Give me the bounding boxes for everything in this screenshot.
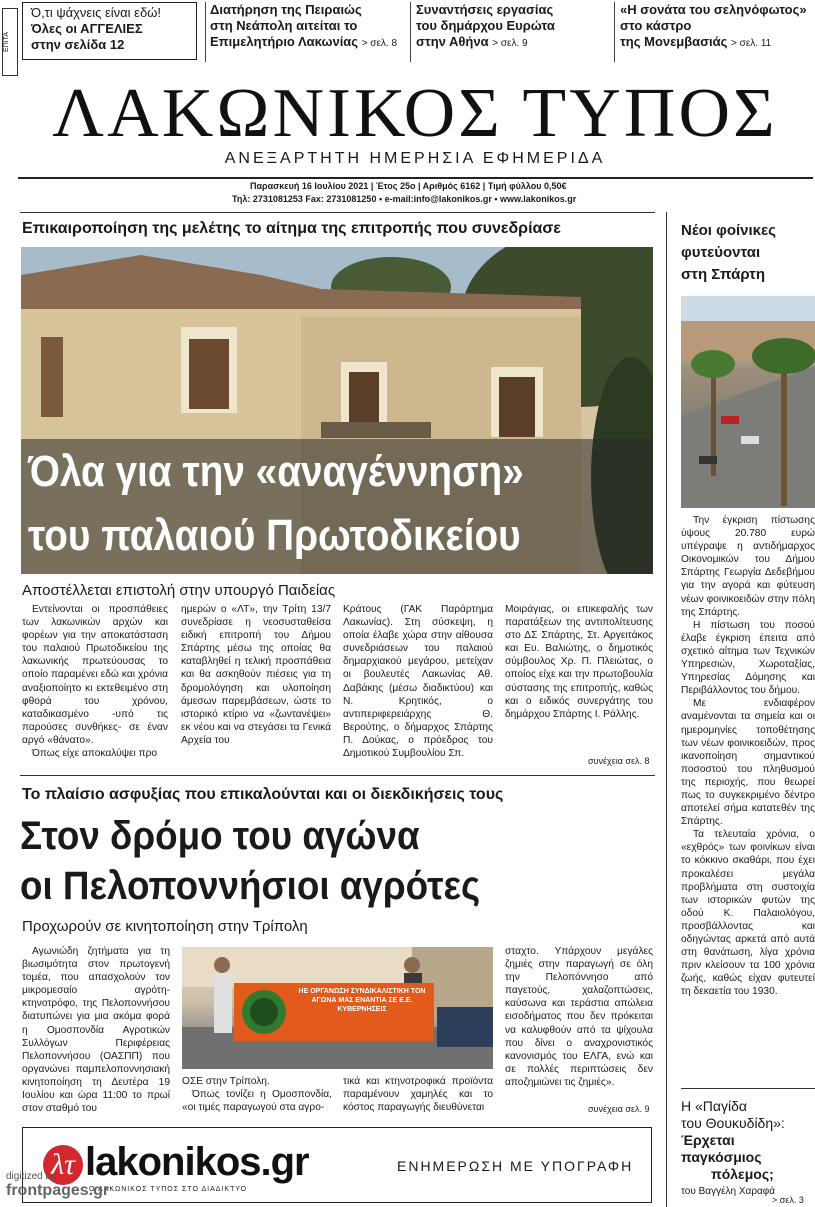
side-tag: ΕΠΙΤΑ xyxy=(2,8,18,76)
section-divider xyxy=(20,775,655,776)
watermark-line2: frontpages.gr xyxy=(6,1182,110,1199)
second-headline-line2[interactable]: οι Πελοποννήσιοι αγρότες xyxy=(20,864,481,908)
right-article-body xyxy=(681,514,815,998)
second-column-2 xyxy=(182,1075,332,1114)
farmers-protest-photo xyxy=(182,947,493,1069)
logo-text: lakonikos.gr xyxy=(85,1140,309,1184)
teaser-line xyxy=(416,34,611,52)
lead-paragraph: ημερών ο «ΛΤ», την Τρίτη 13/7 συνεδρίασε η νεοσυσταθείσα ειδική επιτροπή του Δήμου Σπάρτης μέσω της οποίας θα καταβληθεί η τελική προσπάθεια και θα ασκηθούν πιέσεις για τη δρομολόγηση και υλοποίηση άμεσων παρεμβάσεων, ώστε το ιστορικό κτίριο να «ζωντανέψει» εκ νέου και να στεγάσει τα Γενικά Αρχεία του xyxy=(181,604,331,746)
teaser-box-line2: Όλες οι ΑΓΓΕΛΙΕΣ xyxy=(31,21,143,36)
second-paragraph: τικά και κτηνοτροφικά προϊόντα παραμένουν χαμηλές και το κόστος παραγωγής διευθύνεται xyxy=(343,1076,493,1114)
right-paragraph: Με ενδιαφέρον αναμένονται τα σημεία και οι ημερομηνίες τοποθέτησης των νέων φοινικοειδών, προς ικανοποίηση σημαντικού ποσοστού του πληθυσμού της περιοχής, που θεωρεί πως το συγκεκριμένο δέντρο αποτελεί σήμα κατατεθέν της Σπάρτης. xyxy=(681,698,815,828)
teaser-divider xyxy=(614,2,615,62)
lead-subhead: Αποστέλλεται επιστολή στην υπουργό Παιδείας xyxy=(22,582,336,599)
teaser-divider xyxy=(410,2,411,62)
logo-tagline: Ο ΛΑΚΩΝΙΚΟΣ ΤΥΠΟΣ ΣΤΟ ΔΙΑΔΙΚΤΥΟ xyxy=(89,1186,248,1193)
protest-banner-text: ΗΕ ΟΡΓΑΝΩΣΗ ΣΥΝΔΙΚΑΛΙΣΤΙΚΗ ΤΟΝ ΑΓΩΝΑ ΜΑΣ ΕΝΑΝΤΙΑ ΣΕ Ε.Ε. ΚΥΒΕΡΝΗΣΕΙΣ xyxy=(298,988,426,1013)
second-paragraph: Όπως τονίζει η Ομοσπονδία, «οι τιμές παραγωγού στα αγρο- xyxy=(182,1089,332,1114)
teaser-text: της Μονεμβασιάς xyxy=(620,34,728,49)
teaser-page: > σελ. 11 xyxy=(731,38,772,49)
second-paragraph: σταχτο. Υπάρχουν μεγάλες ζημιές στην παραγωγή σε όλη την Πελοπόννησο από παγετούς, χαλαζοπτώσεις, καύσωνα και τεράστια απώλεια εισοδήματος που δεν πρόκειται να καλυφθούν από τα ψίχουλα που δίνει ο αναχρονιστικός κανονισμός του ΕΛΓΑ, ενώ και σε πολλές περιπτώσεις δεν αποζημιώνει τις ζημιές». xyxy=(505,946,653,1088)
lead-paragraph: Εντείνονται οι προσπάθειες των λακωνικών αρχών και φορέων για την αποκατάσταση του παλαιού Πρωτοδικείου της λακωνικής πρωτεύουσας το οποίο παραμένει εδώ και χρόνια αναξιοποίητο κι εκτεθειμένο στη φθορά του χρόνου, καταδικασμένο -υπό τις παρούσες συνθήκες- σε έναν αργό «θάνατο». xyxy=(22,604,168,746)
second-column-4 xyxy=(505,945,653,1089)
second-column-1 xyxy=(22,945,170,1115)
lead-column-1 xyxy=(22,603,168,760)
second-caption: ΟΣΕ στην Τρίπολη. xyxy=(182,1076,270,1087)
teaser-box-line1: Ό,τι ψάχνεις είναι εδώ! xyxy=(31,5,161,20)
watermark-line1: digitized by xyxy=(6,1171,57,1182)
right-teaser-line: πόλεμος; xyxy=(711,1166,774,1182)
lead-continued[interactable]: συνέχεια σελ. 8 xyxy=(588,756,650,766)
issue-info: Παρασκευή 16 Ιουλίου 2021 | Έτος 25ο | Αριθμός 6162 | Τιμή φύλλου 0,50€ xyxy=(250,181,567,191)
teaser-neapoli[interactable] xyxy=(210,2,410,52)
teaser-text: Επιμελητήριο Λακωνίας xyxy=(210,34,359,49)
masthead-divider xyxy=(18,177,813,179)
logo-mark: λτ xyxy=(43,1145,83,1185)
lead-paragraph: Μοιράγιας, οι επικεφαλής των παρατάξεων της αντιπολίτευσης στο ΔΣ Σπάρτης, Στ. Αργειτάκος και Ευ. Βαλιώτης, ο δημοτικός σύμβουλος Χρ. Π. Πλειώτας, ο οποίος είχε και την πρωτοβουλία σύστασης της επιτροπής, καθώς και ο ειδικός συνεργάτης του δημάρχου Σπάρτης Ι. Ράλλης. xyxy=(505,604,653,720)
teaser-monemvasia[interactable] xyxy=(620,2,815,52)
teaser-page: > σελ. 9 xyxy=(492,38,528,49)
classifieds-teaser-box[interactable] xyxy=(22,2,197,60)
second-continued[interactable]: συνέχεια σελ. 9 xyxy=(588,1104,650,1114)
right-teaser-author: του Βαγγέλη Χαραφά xyxy=(681,1186,776,1197)
right-teaser-page: > σελ. 3 xyxy=(772,1195,804,1205)
lead-paragraph: Όπως είχε αποκαλύψει προ xyxy=(32,748,158,760)
teaser-divider xyxy=(205,2,206,62)
masthead-subtitle: ΑΝΕΞΑΡΤΗΤΗ ΗΜΕΡΗΣΙΑ ΕΦΗΜΕΡΙΔΑ xyxy=(224,150,606,167)
teaser-box-line3: στην σελίδα 12 xyxy=(31,37,125,52)
right-teaser-line: Έρχεται παγκόσμιος xyxy=(681,1132,762,1165)
teaser-evrotas[interactable] xyxy=(416,2,611,52)
second-headline-line1[interactable]: Στον δρόμο του αγώνα xyxy=(20,814,420,858)
right-teaser-line: Η «Παγίδα xyxy=(681,1098,747,1114)
right-headline-line: Νέοι φοίνικες xyxy=(681,222,776,239)
right-headline[interactable] xyxy=(681,220,776,286)
teaser-line: «Η σονάτα του σεληνόφωτος» xyxy=(620,2,807,17)
teaser-line xyxy=(620,34,815,52)
lead-paragraph: Κράτους (ΓΑΚ Παράρτημα Λακωνίας). Στη σύσκεψη, η οποία έλαβε χώρα στην αίθουσα συνεδριάσεων του παλαιού δημαρχιακού μεγάρου, μετείχαν οι βουλευτές Λακωνίας Αθ. Δαβάκης (μέσω διαδικτύου) και Ν. Κρητικός, ο αντιπεριφερειάρχης Θ. Βερούτης, ο δήμαρχος Σπάρτης Π. Δούκας, ο πρόεδρος του Δημοτικού Συμβουλίου Σπ. xyxy=(343,604,493,760)
courthouse-photo xyxy=(21,247,653,574)
lead-column-4 xyxy=(505,603,653,721)
section-divider xyxy=(20,212,655,213)
section-divider xyxy=(681,1088,815,1089)
masthead-title: ΛΑΚΩΝΙΚΟΣ ΤΥΠΟΣ xyxy=(52,75,778,152)
teaser-line: του δημάρχου Ευρώτα xyxy=(416,18,555,33)
teaser-line: Συναντήσεις εργασίας xyxy=(416,2,554,17)
palm-trees-photo xyxy=(681,296,815,508)
subscribe-text: ΕΝΗΜΕΡΩΣΗ ΜΕ ΥΠΟΓΡΑΦΗ xyxy=(397,1158,634,1174)
website-banner[interactable] xyxy=(22,1127,652,1203)
teaser-page: > σελ. 8 xyxy=(361,38,398,49)
second-paragraph: Αγωνιώδη ζητήματα για τη βιωσιμότητα στον πρωτογενή τομέα, που απασχολούν τον μικρομεσαίο αγρότη-κτηνοτρόφο, της Πελοποννήσου διατυπώνει για μια ακόμα φορά η Ομοσπονδία Αγροτικών Συλλόγων Περιφέρειας Πελοποννήσου (ΟΑΣΠΠ) που οργανώνει παμπελοποννησιακή κινητοποίηση τη Δευτέρα 19 Ιουλίου και ώρα 11:00 το πρωί στον σταθμό του xyxy=(22,946,170,1115)
right-headline-line: στη Σπάρτη xyxy=(681,266,766,283)
second-column-3 xyxy=(343,1075,493,1114)
column-divider xyxy=(666,212,667,1207)
teaser-line xyxy=(210,34,410,52)
lead-kicker[interactable]: Επικαιροποίηση της μελέτης το αίτημα της επιτροπής που συνεδρίασε xyxy=(22,220,561,237)
right-paragraph: Τα τελευταία χρόνια, ο «εχθρός» των φοινίκων είναι το κόκκινο σκαθάρι, που έχει προκαλέσει μεγάλα προβλήματα στη συστοιχία των ιστορικών φυτών της οδού Κ. Παλαιολόγου, προσβάλλοντας και οδηγώντας αρκετά από αυτά στη θανάτωση, λίγα χρόνια πριν κλείσουν τα 100 χρόνια ζωής, καθώς είχαν φυτευτεί τη δεκαετία του 1930. xyxy=(681,829,815,998)
teaser-line: στο κάστρο xyxy=(620,18,692,33)
teaser-line: στη Νεάπολη αιτείται το xyxy=(210,18,358,33)
palm-illustration xyxy=(681,296,815,508)
second-kicker[interactable]: Το πλαίσιο ασφυξίας που επικαλούνται και οι διεκδικήσεις τους xyxy=(22,786,504,803)
teaser-text: στην Αθήνα xyxy=(416,34,489,49)
right-teaser-thucydides[interactable] xyxy=(681,1098,815,1200)
right-teaser-line: του Θουκυδίδη»: xyxy=(681,1115,785,1131)
contact-info: Τηλ: 2731081253 Fax: 2731081250 • e-mail:info@lakonikos.gr • www.lakonikos.gr xyxy=(232,194,577,204)
lead-column-3 xyxy=(343,603,493,760)
lead-headline-line2[interactable]: του παλαιού Πρωτοδικείου xyxy=(28,511,521,560)
second-subhead: Προχωρούν σε κινητοποίηση στην Τρίπολη xyxy=(22,918,308,935)
lead-column-2 xyxy=(181,603,331,747)
right-headline-line: φυτεύονται xyxy=(681,244,761,261)
lead-headline-line1[interactable]: Όλα για την «αναγέννηση» xyxy=(28,447,524,496)
watermark xyxy=(6,1170,109,1198)
right-paragraph: Την έγκριση πίστωσης ύψους 20.780 ευρώ υπέγραψε η αντιδήμαρχος Οικονομικών του Δήμου Σπάρτης Γεωργία Δεδεβήμου για την αγορά και φύτευση νέων φοινικοειδών στην πόλη της Σπάρτης. xyxy=(681,515,815,618)
teaser-line: Διατήρηση της Πειραιώς xyxy=(210,2,362,17)
right-paragraph: Η πίστωση του ποσού έλαβε έγκριση έπειτα από σχετικό αίτημα των Τεχνικών Υπηρεσιών, Χωροταξίας, Υπηρεσίας Δόμησης και Περιβάλλοντος του δήμου. xyxy=(681,619,815,697)
